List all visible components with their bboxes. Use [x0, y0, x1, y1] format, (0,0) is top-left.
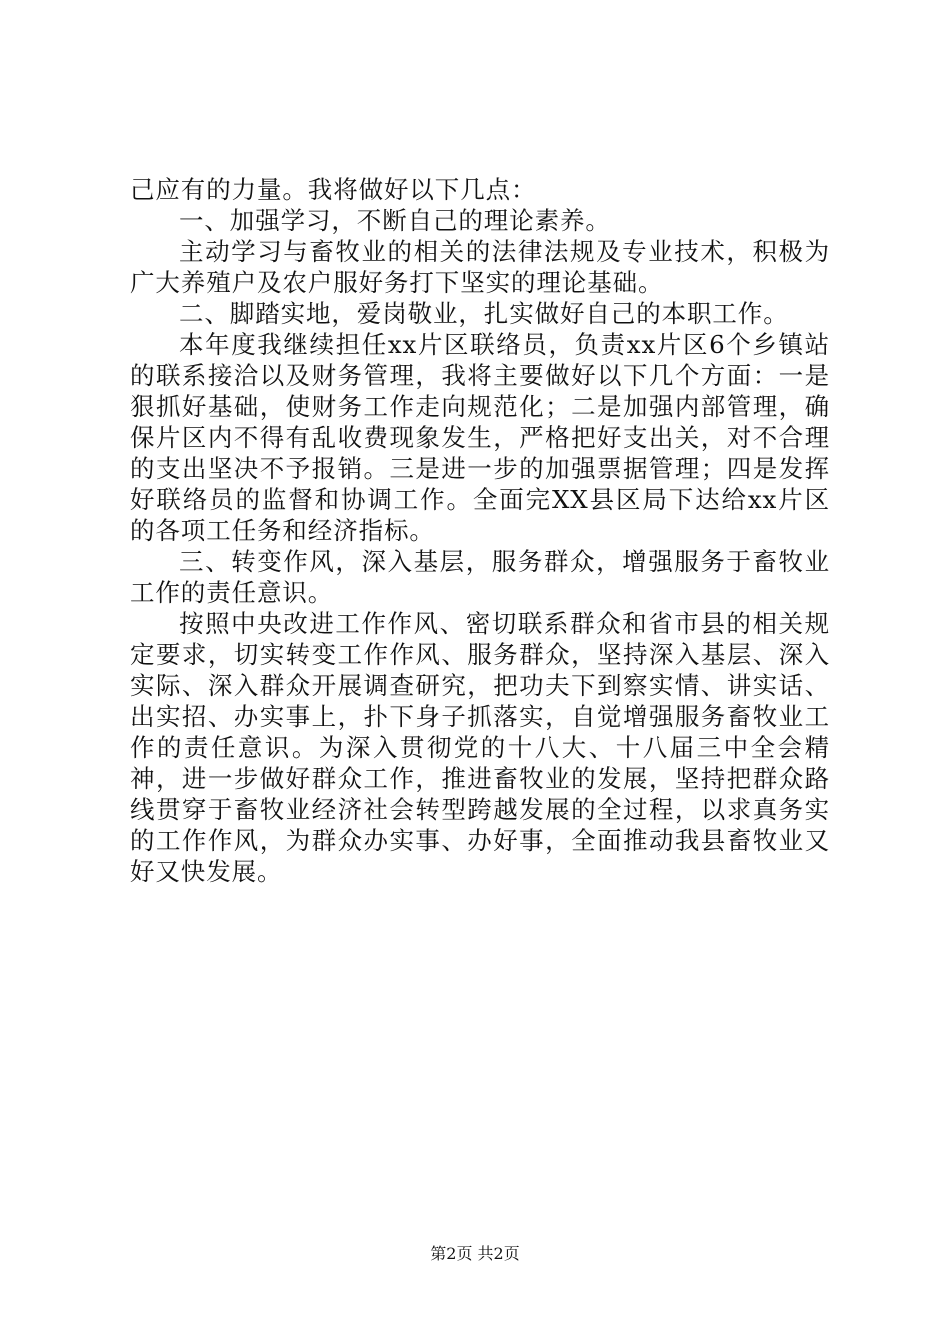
paragraph-work-style: 按照中央改进工作作风、密切联系群众和省市县的相关规定要求，切实转变工作作风、服务群众，坚持深入基层、深入实际、深入群众开展调查研究，把功夫下到察实情、讲实话、出实招、办实事上，扑下身子抓落实，自觉增强服务畜牧业工作的责任意识。为深入贯彻党的十八大、十八届三中全会精神，进一步做好群众工作，推进畜牧业的发展，坚持把群众路线贯穿于畜牧业经济社会转型跨越发展的全过程，以求真务实的工作作风，为群众办实事、办好事，全面推动我县畜牧业又好又快发展。 — [130, 609, 830, 886]
heading-section-one: 一、加强学习，不断自己的理论素养。 — [179, 206, 611, 235]
heading-section-two: 二、脚踏实地，爱岗敬业，扎实做好自己的本职工作。 — [179, 299, 789, 328]
paragraph-continuation: 己应有的力量。我将做好以下几点： — [130, 175, 537, 204]
paragraph-study: 主动学习与畜牧业的相关的法律法规及专业技术，积极为广大养殖户及农户服好务打下坚实的理论基础。 — [130, 237, 830, 297]
heading-section-three: 三、转变作风，深入基层，服务群众，增强服务于畜牧业工作的责任意识。 — [130, 547, 830, 607]
paragraph-duties: 本年度我继续担任xx片区联络员，负责xx片区6个乡镇站的联系接洽以及财务管理，我将主要做好以下几个方面：一是狠抓好基础，使财务工作走向规范化；二是加强内部管理，确保片区内不得有乱收费现象发生，严格把好支出关，对不合理的支出坚决不予报销。三是进一步的加强票据管理；四是发挥好联络员的监督和协调工作。全面完XX县区局下达给xx片区的各项工任务和经济指标。 — [130, 330, 830, 545]
document-body — [130, 174, 830, 887]
page-number-footer: 第2页 共2页 — [430, 1244, 520, 1263]
